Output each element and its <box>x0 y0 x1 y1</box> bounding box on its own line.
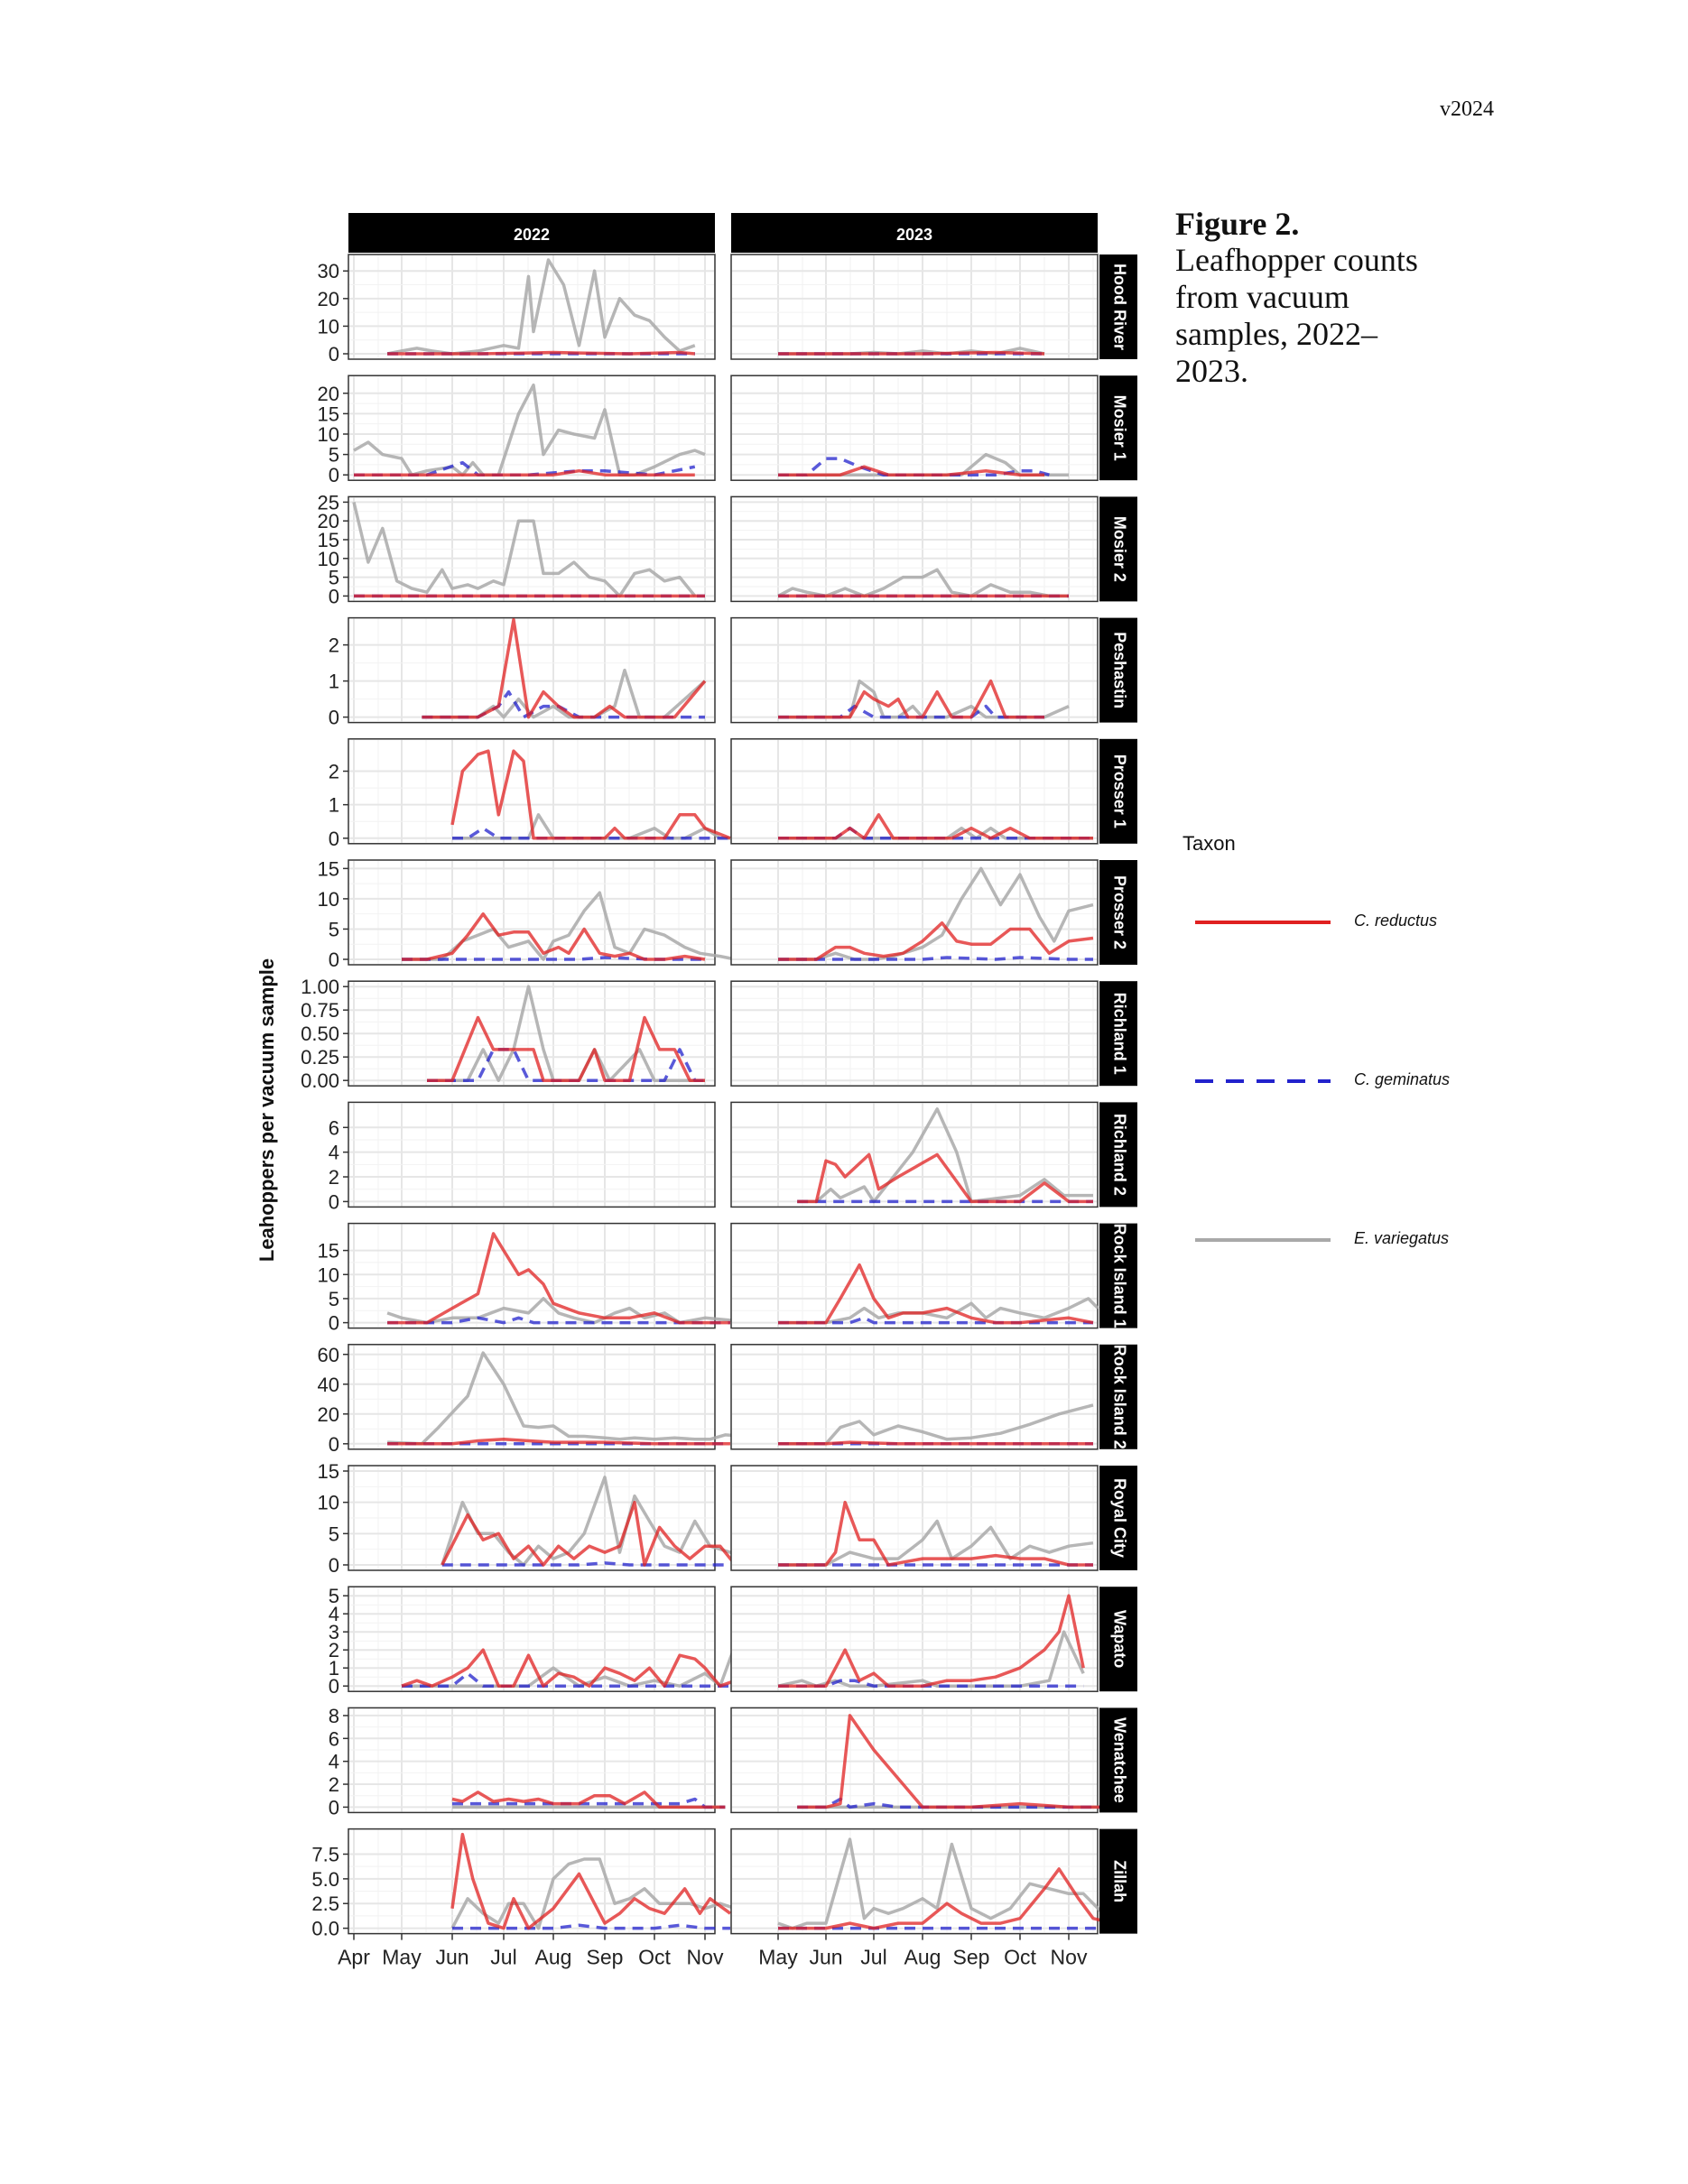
y-tick-label: 0 <box>328 827 339 850</box>
x-tick-label: Oct <box>638 1945 671 1969</box>
y-tick-label: 0 <box>328 949 339 971</box>
x-tick-label: Sep <box>952 1945 990 1969</box>
y-tick-label: 10 <box>317 1263 339 1287</box>
y-tick-label: 15 <box>317 1239 339 1263</box>
y-tick-label: 2.5 <box>311 1892 339 1916</box>
site-strip-label: Prosser 2 <box>1110 875 1129 950</box>
y-tick-label: 2 <box>328 1773 339 1797</box>
y-tick-label: 15 <box>317 1460 339 1483</box>
y-tick-label: 30 <box>317 260 339 283</box>
panel-richland-2-2022 <box>348 1102 715 1207</box>
legend-label-variegatus: E. variegatus <box>1354 1229 1450 1247</box>
y-tick-label: 0 <box>328 1796 339 1819</box>
y-tick-label: 1 <box>328 670 339 693</box>
panel-peshastin-2022 <box>348 618 715 723</box>
y-tick-label: 0.0 <box>311 1917 339 1940</box>
site-strip-label: Zillah <box>1110 1860 1129 1903</box>
x-tick-label: May <box>382 1945 422 1969</box>
y-tick-label: 5 <box>328 443 339 467</box>
y-tick-label: 0 <box>328 464 339 487</box>
y-tick-label: 40 <box>317 1373 339 1396</box>
panel-wapato-2022 <box>348 1587 715 1691</box>
y-tick-label: 4 <box>328 1603 339 1626</box>
x-tick-label: Jun <box>435 1945 469 1969</box>
panel-prosser-1-2023 <box>731 739 1098 844</box>
y-tick-label: 20 <box>317 382 339 405</box>
panel-prosser-2-2022 <box>348 860 715 965</box>
y-tick-label: 20 <box>317 287 339 310</box>
site-strip-label: Richland 1 <box>1110 992 1129 1075</box>
site-strip-label: Wenatchee <box>1110 1717 1129 1803</box>
x-tick-label: Nov <box>1050 1945 1088 1969</box>
x-tick-label: Nov <box>686 1945 724 1969</box>
y-tick-label: 5.0 <box>311 1867 339 1891</box>
y-tick-label: 0 <box>328 343 339 366</box>
y-tick-label: 60 <box>317 1343 339 1366</box>
y-tick-label: 5 <box>328 918 339 941</box>
x-tick-label: Apr <box>338 1945 370 1969</box>
version-label: v2024 <box>1440 97 1494 121</box>
y-tick-label: 1.00 <box>301 976 339 999</box>
y-tick-label: 10 <box>317 422 339 446</box>
panel-wenatchee-2022 <box>348 1707 715 1812</box>
y-tick-label: 25 <box>317 491 339 514</box>
panel-zillah-2023 <box>731 1829 1098 1934</box>
y-tick-label: 4 <box>328 1141 339 1164</box>
x-tick-label: Jun <box>809 1945 843 1969</box>
legend-title: Taxon <box>1183 832 1236 855</box>
y-tick-label: 0 <box>328 1675 339 1698</box>
y-tick-label: 6 <box>328 1116 339 1140</box>
y-tick-label: 15 <box>317 529 339 551</box>
y-tick-label: 0.25 <box>301 1046 339 1069</box>
series-line-reductus-hood-river-2022 <box>387 353 695 355</box>
y-tick-label: 8 <box>328 1704 339 1727</box>
y-tick-label: 10 <box>317 547 339 570</box>
x-tick-label: Sep <box>586 1945 624 1969</box>
series-line-reductus-rock-island-2-2023 <box>778 1442 1093 1444</box>
site-strip-label: Mosier 2 <box>1110 515 1129 582</box>
y-tick-label: 3 <box>328 1621 339 1644</box>
y-tick-label: 20 <box>317 1402 339 1426</box>
y-tick-label: 0.50 <box>301 1023 339 1046</box>
panel-rock-island-1-2022 <box>348 1224 715 1328</box>
panel-rock-island-2-2023 <box>731 1345 1098 1449</box>
y-tick-label: 7.5 <box>311 1843 339 1866</box>
y-tick-label: 5 <box>328 1585 339 1608</box>
y-tick-label: 2 <box>328 1166 339 1189</box>
x-tick-label: Aug <box>534 1945 572 1969</box>
site-strip-label: Peshastin <box>1110 632 1129 709</box>
panel-richland-2-2023 <box>731 1102 1098 1207</box>
y-tick-label: 6 <box>328 1727 339 1751</box>
x-tick-label: Jul <box>860 1945 887 1969</box>
y-tick-label: 0 <box>328 706 339 729</box>
year-strip-label: 2022 <box>513 226 551 244</box>
legend-label-geminatus: C. geminatus <box>1354 1070 1451 1088</box>
y-tick-label: 0.00 <box>301 1069 339 1093</box>
caption-text: Leafhopper counts from vacuum samples, 2022–2023. <box>1175 242 1418 389</box>
legend-label-reductus: C. reductus <box>1354 912 1438 930</box>
site-strip-label: Rock Island 2 <box>1110 1344 1129 1449</box>
site-strip-label: Mosier 1 <box>1110 394 1129 461</box>
y-tick-label: 0 <box>328 1554 339 1577</box>
panel-rock-island-2-2022 <box>348 1345 715 1449</box>
x-tick-label: Oct <box>1004 1945 1036 1969</box>
y-tick-label: 0 <box>328 1432 339 1456</box>
y-tick-label: 5 <box>328 566 339 589</box>
y-axis-title: Leahoppers per vacuum sample <box>255 958 278 1263</box>
y-tick-label: 5 <box>328 1287 339 1310</box>
y-tick-label: 5 <box>328 1522 339 1546</box>
y-tick-label: 2 <box>328 634 339 657</box>
caption-title: Figure 2. <box>1175 206 1300 242</box>
y-tick-label: 0 <box>328 1311 339 1335</box>
site-strip-label: Wapato <box>1110 1610 1129 1669</box>
y-tick-label: 2 <box>328 1639 339 1662</box>
y-tick-label: 2 <box>328 760 339 783</box>
x-tick-label: May <box>758 1945 798 1969</box>
y-tick-label: 0 <box>328 1190 339 1214</box>
site-strip-label: Prosser 1 <box>1110 754 1129 828</box>
y-tick-label: 10 <box>317 315 339 338</box>
y-tick-label: 15 <box>317 403 339 426</box>
panel-wapato-2023 <box>731 1587 1098 1691</box>
year-strip-label: 2023 <box>895 226 933 244</box>
y-tick-label: 10 <box>317 1491 339 1514</box>
y-tick-label: 10 <box>317 887 339 911</box>
y-tick-label: 4 <box>328 1750 339 1773</box>
site-strip-label: Rock Island 1 <box>1110 1223 1129 1328</box>
y-tick-label: 0 <box>328 585 339 608</box>
y-tick-label: 0.75 <box>301 999 339 1023</box>
site-strip-label: Richland 2 <box>1110 1113 1129 1196</box>
series-line-reductus-hood-river-2023 <box>778 353 1044 355</box>
y-tick-label: 20 <box>317 510 339 533</box>
y-tick-label: 1 <box>328 1657 339 1680</box>
x-tick-label: Jul <box>490 1945 517 1969</box>
x-tick-label: Aug <box>904 1945 941 1969</box>
site-strip-label: Hood River <box>1110 263 1129 351</box>
site-strip-label: Royal City <box>1110 1477 1129 1559</box>
y-tick-label: 1 <box>328 793 339 817</box>
y-tick-label: 15 <box>317 857 339 881</box>
